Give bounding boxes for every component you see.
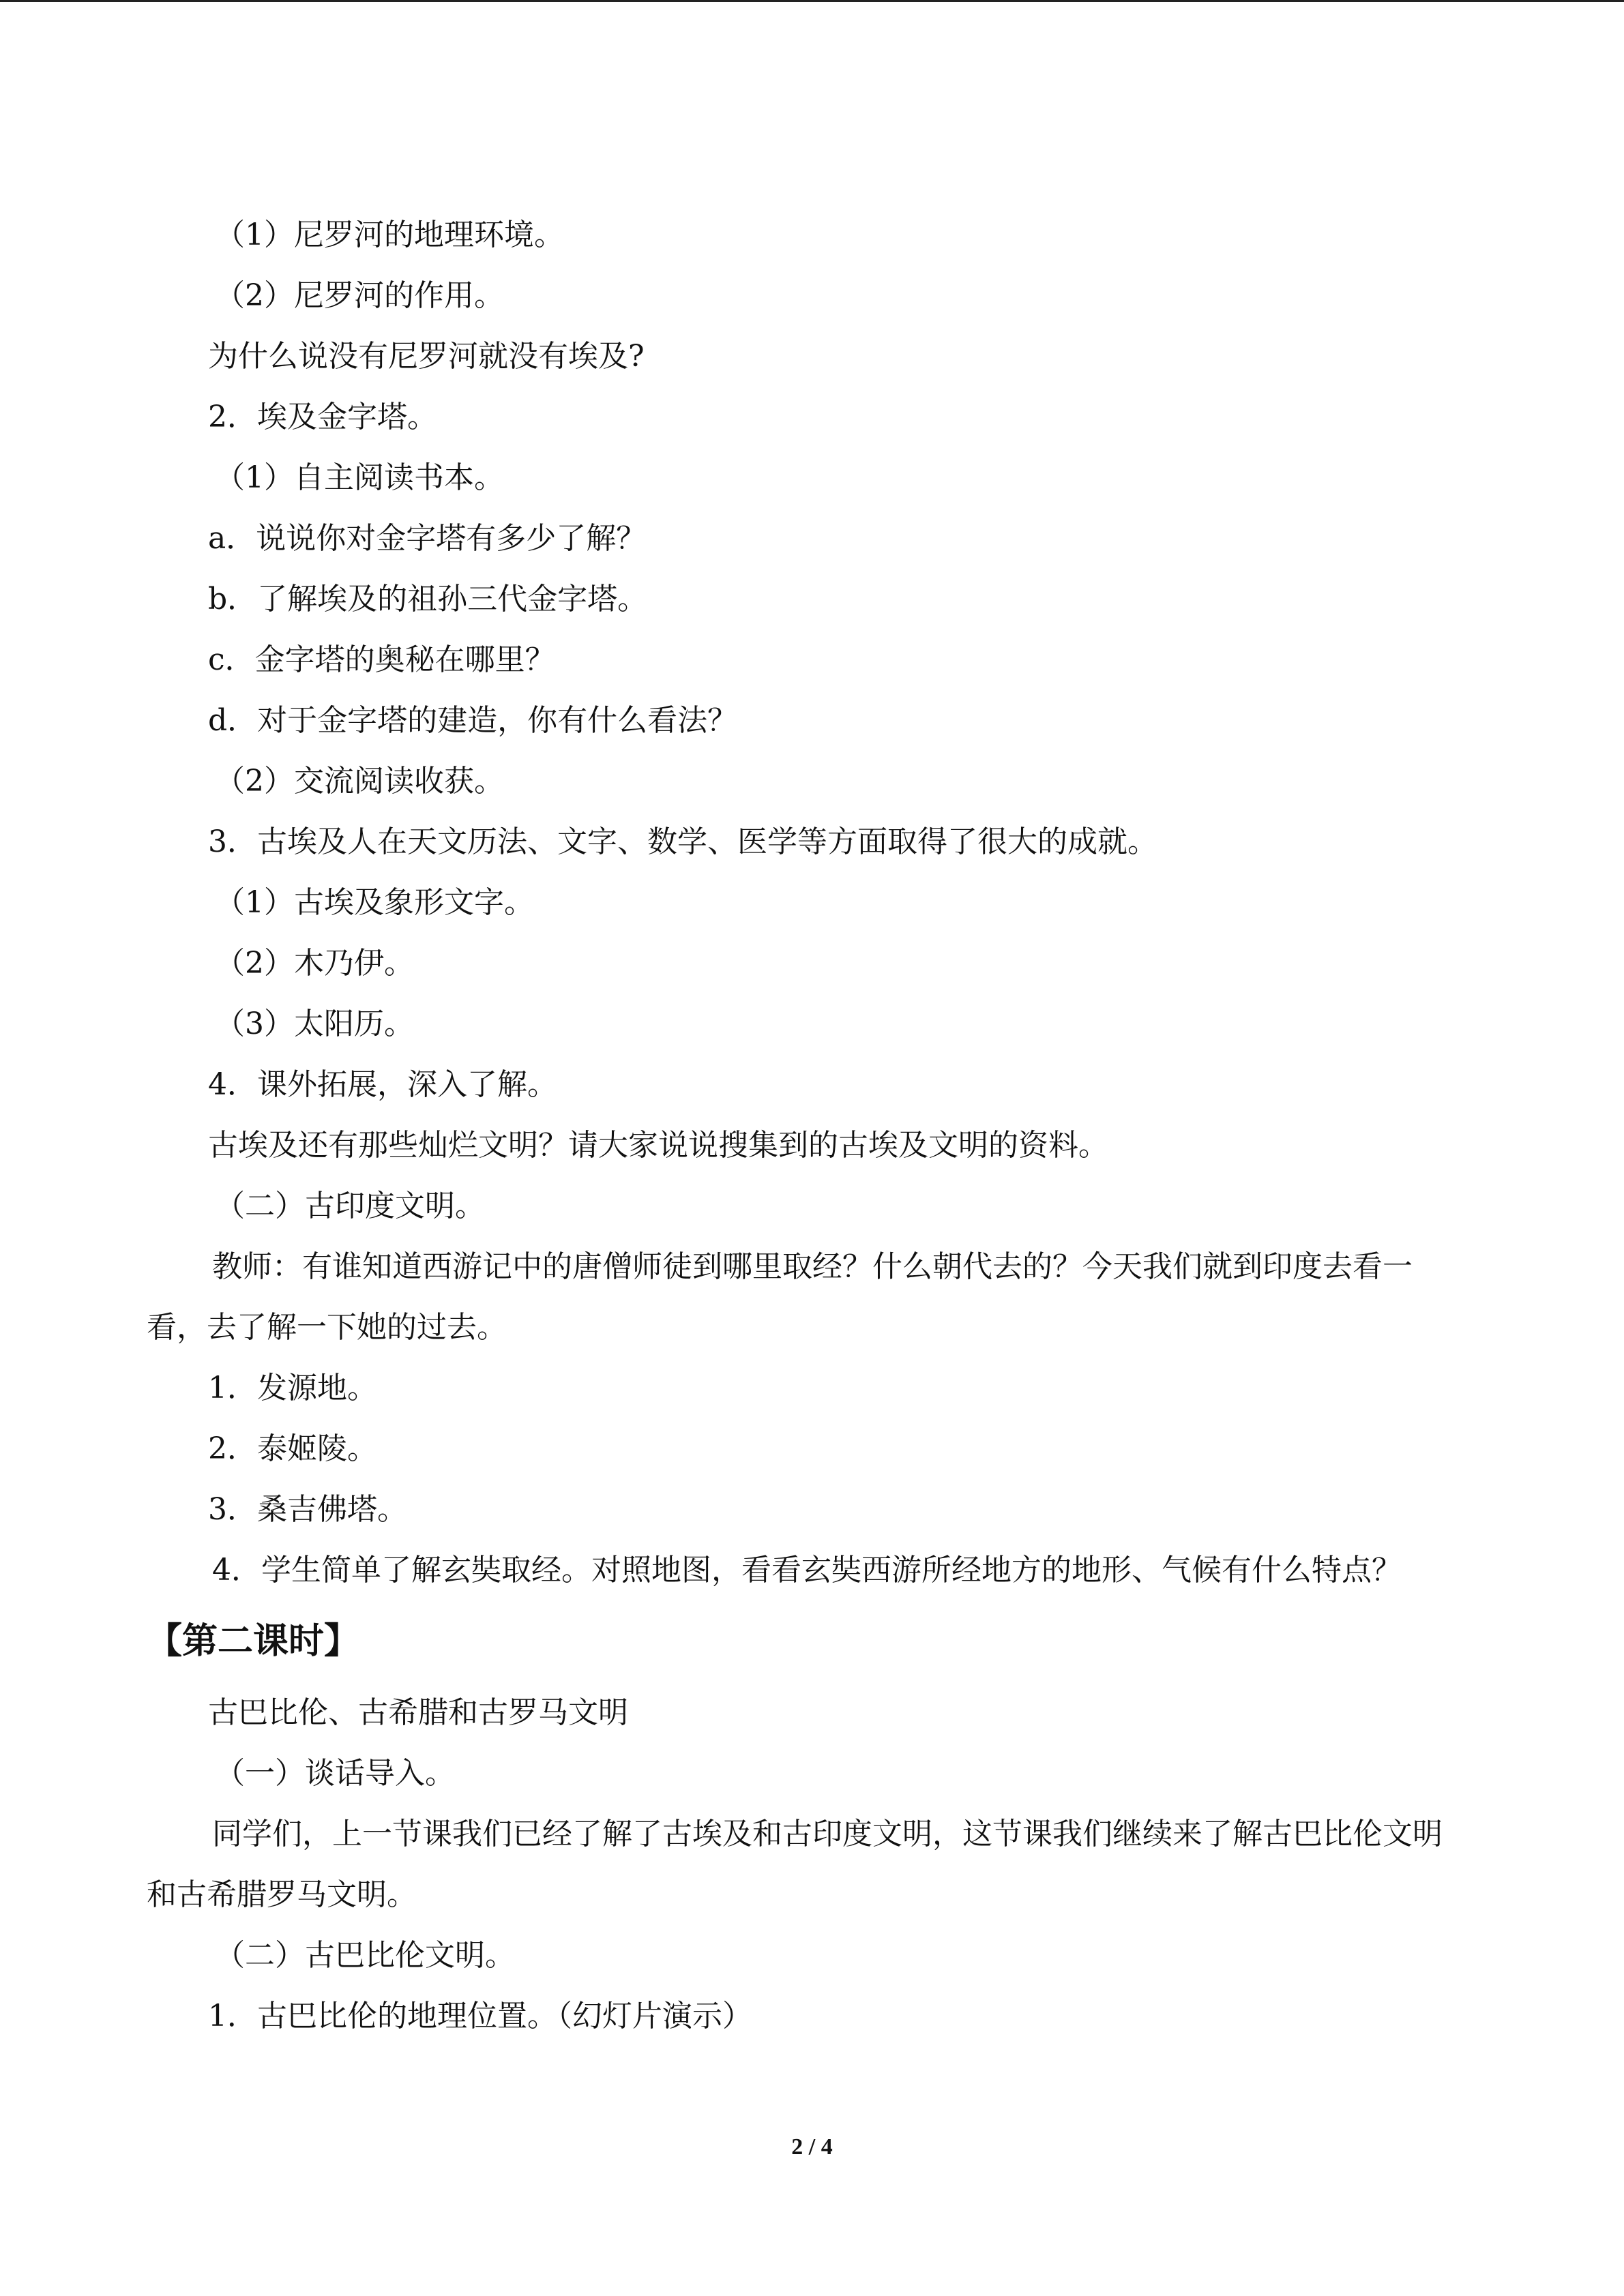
text-line: （二）古巴比伦文明。 xyxy=(215,1938,515,1973)
paragraph: 4．学生简单了解玄奘取经。对照地图，看看玄奘西游所经地方的地形、气候有什么特点？ xyxy=(212,1553,1402,1587)
text-line: 2．泰姬陵。 xyxy=(208,1431,377,1466)
document-page xyxy=(147,205,1460,2046)
paragraph: 教师：有谁知道西游记中的唐僧师徒到哪里取经？什么朝代去的？今天我们就到印度去看一看，去了解一下她的过去。 xyxy=(147,1249,1413,1345)
text-line: 古巴比伦、古希腊和古罗马文明 xyxy=(208,1695,628,1730)
text-line: 为什么说没有尼罗河就没有埃及? xyxy=(208,339,645,374)
text-line: 1．发源地。 xyxy=(208,1371,377,1405)
text-line: 3．古埃及人在天文历法、文字、数学、医学等方面取得了很大的成就。 xyxy=(208,824,1157,859)
text-line: （1）古埃及象形文字。 xyxy=(215,885,534,920)
text-line: （2）木乃伊。 xyxy=(215,946,414,981)
text-line: a．说说你对金字塔有多少了解？ xyxy=(208,521,647,556)
text-line: d．对于金字塔的建造，你有什么看法？ xyxy=(208,703,738,738)
text-line: （3）太阳历。 xyxy=(215,1007,414,1041)
top-border-rule xyxy=(0,0,1624,2)
text-line: （1）自主阅读书本。 xyxy=(215,460,504,495)
text-line: （二）古印度文明。 xyxy=(215,1189,485,1223)
page-number: 2 / 4 xyxy=(791,2134,833,2160)
text-line: 4．课外拓展，深入了解。 xyxy=(208,1067,557,1102)
paragraph: 同学们，上一节课我们已经了解了古埃及和古印度文明，这节课我们继续来了解古巴比伦文明和古希腊罗马文明。 xyxy=(147,1817,1443,1912)
text-line: 3．桑吉佛塔。 xyxy=(208,1492,407,1527)
section-heading: 【第二课时】 xyxy=(147,1621,360,1662)
text-line: c．金字塔的奥秘在哪里？ xyxy=(208,642,555,677)
text-line: 2．埃及金字塔。 xyxy=(208,400,437,434)
text-line: 1．古巴比伦的地理位置。（幻灯片演示） xyxy=(208,1999,752,2033)
text-line: （一）谈话导入。 xyxy=(215,1756,455,1791)
text-line: （2）交流阅读收获。 xyxy=(215,764,504,799)
text-line: b．了解埃及的祖孙三代金字塔。 xyxy=(208,582,648,616)
text-line: 古埃及还有那些灿烂文明？请大家说说搜集到的古埃及文明的资料。 xyxy=(208,1128,1108,1163)
text-line: （2）尼罗河的作用。 xyxy=(215,278,504,313)
text-line: （1）尼罗河的地理环境。 xyxy=(215,218,564,252)
